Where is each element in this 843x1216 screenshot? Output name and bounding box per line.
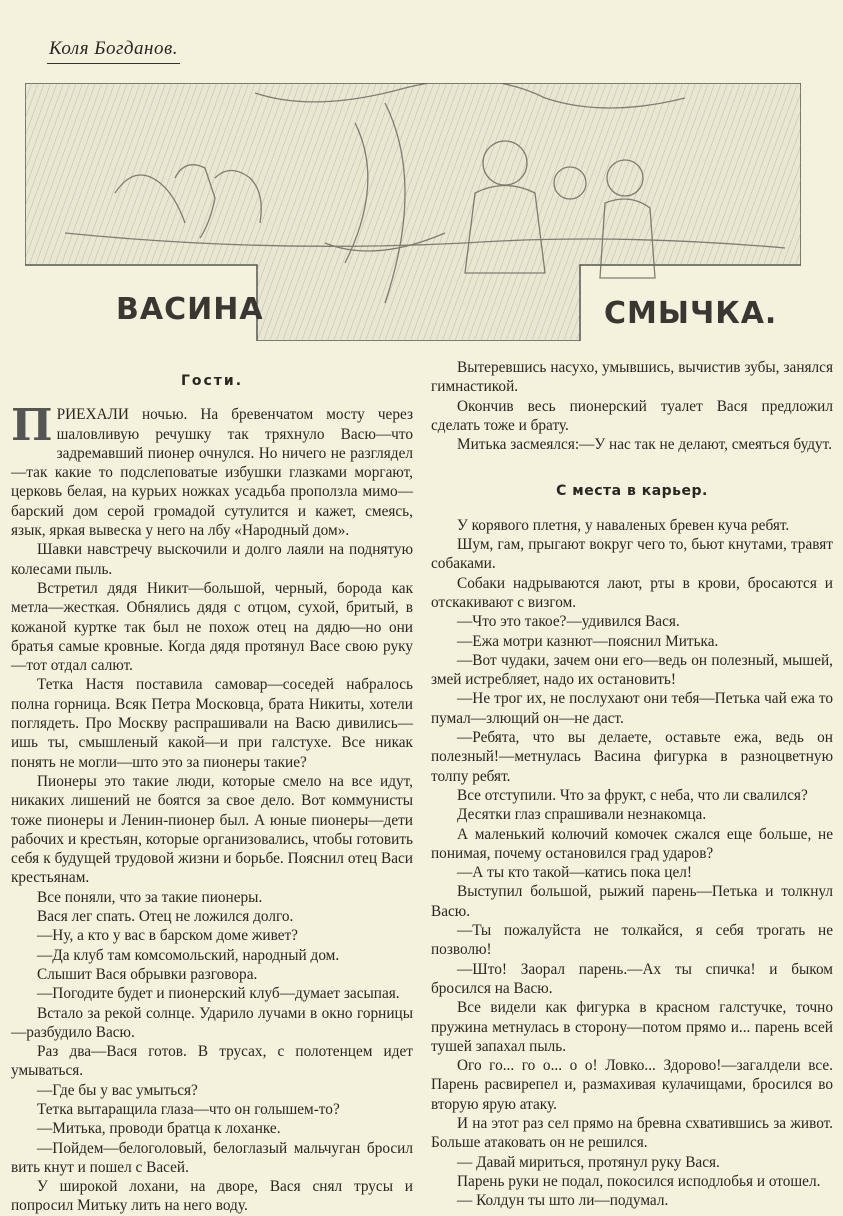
paragraph: Вытеревшись насухо, умывшись, вычистив зубы, занялся гимнастикой. — [431, 359, 833, 396]
paragraph: Встретил дядя Никит—большой, черный, борода как метла—жесткая. Обнялись дядя с отцом, сухой, бритый, в кожаной куртке так был не похож отец на дядю—но они братья самые кровные. Когда дядя протянул Васе свою руку—тот отдал салют. — [11, 579, 413, 675]
paragraph: Выступил большой, рыжий парень—Петька и толкнул Васю. — [431, 883, 833, 920]
paragraph-text: РИЕХАЛИ ночью. На бревенчатом мосту через шаловливую речушку так тряхнуло Васю—что задремавший пионер очнулся. Но ничего не разглядел—так какие то подслеповатые избушки глазками моргают, церковь белая, на курьих ножках усадьба проползла мимо—барский дом серой громадой сутулится и кажет, смеясь, язык, яркая вывеска у него на лбу «Народный дом». — [11, 406, 413, 540]
paragraph: —Ну, а кто у вас в барском доме живет? — [37, 927, 298, 945]
paragraph: Слышит Вася обрывки разговора. — [37, 965, 258, 983]
paragraph: Тетка Настя поставила самовар—соседей набралось полна горница. Всяк Петра Московца, брата Никиты, хотели поглядеть. Про Москву распрашивали на Васю дивились—ишь ты, смышленый какой—и при галстухе. Все никак понять не могли—што это за пионеры такие? — [11, 676, 413, 771]
paragraph: Десятки глаз спрашивали незнакомца. — [457, 806, 707, 824]
paragraph: — Колдун ты што ли—подумал. — [457, 1192, 669, 1210]
paragraph — [11, 400, 413, 540]
paragraph: —Вот чудаки, зачем они его—ведь он полезный, мышей, змей истребляет, надо их остановить! — [431, 651, 833, 689]
paragraph: Пионеры это такие люди, которые смело на все идут, никаких лишений не боятся за свое дело. Вот коммунисты тоже пионеры и Ленин-пионер был. А юные пионеры—дети рабочих и крестьян, которые организовались, чтобы готовить себя к будущей трудовой жизни и борьбе. Пояснил отец Васи крестьянам. — [11, 772, 413, 887]
paragraph: — Давай мириться, протянул руку Вася. — [457, 1153, 720, 1171]
paragraph: И на этот раз сел прямо на бревна схватившись за живот. Больше атаковать он не решился. — [431, 1114, 833, 1152]
paragraph: Ого го... го о... о о! Ловко... Здорово!—загалдели все. Парень расвирепел и, размахивая кулачищами, бросился во вторую ярую атаку. — [431, 1057, 833, 1113]
paragraph: Собаки надрываются лают, рты в крови, бросаются и отскакивают с визгом. — [431, 574, 833, 611]
paragraph: Шум, гам, прыгают вокруг чего то, бьют кнутами, травят собаками. — [431, 536, 833, 573]
paragraph: Раз два—Вася готов. В трусах, с полотенцем идет умываться. — [11, 1043, 413, 1080]
paragraph: У широкой лохани, на дворе, Вася снял трусы и попросил Митьку лить на него воду. — [11, 1178, 413, 1215]
paragraph: Окончив весь пионерский туалет Вася предложил сделать тоже и брату. — [431, 397, 833, 434]
paragraph: —Погодите будет и пионерский клуб—думает засыпая. — [37, 985, 400, 1003]
paragraph: Шавки навстречу выскочили и долго лаяли на поднятую колесами пыль. — [11, 541, 413, 578]
section-heading: Гости. — [180, 373, 244, 389]
paragraph: Все отступили. Что за фрукт, с неба, что ли свалился? — [457, 786, 808, 804]
paragraph: Тетка вытаращила глаза—что он голышем-то? — [37, 1100, 340, 1118]
paragraph: —Пойдем—белоголовый, белоглазый мальчуган бросил вить кнут и пошел с Васей. — [11, 1139, 413, 1176]
paragraph: —Не трог их, не послухают они тебя—Петька чай ежа то пумал—злющий он—не даст. — [431, 690, 833, 727]
paragraph: Вася лег спать. Отец не ложился долго. — [37, 908, 294, 926]
paragraph: —Ты пожалуйста не толкайся, я себя трогать не позволю! — [431, 922, 833, 959]
paragraph: Парень руки не подал, покосился исподлобья и отошел. — [457, 1172, 821, 1190]
paragraph: —А ты кто такой—катись пока цел! — [457, 864, 692, 882]
paragraph: —Митька, проводи братца к лоханке. — [37, 1120, 281, 1138]
paragraph: Все поняли, что за такие пионеры. — [37, 888, 263, 906]
paragraph: Все видели как фигурка в красном галстучке, точно пружина метнулась в сторону—потом прямо и... парень всей тушей запахал пыль. — [431, 999, 833, 1055]
paragraph: Митька засмеялся:—У нас так не делают, смеяться будут. — [457, 436, 833, 454]
paragraph: —Да клуб там комсомольский, народный дом. — [37, 946, 340, 964]
paragraph: —Что это такое?—удивился Вася. — [457, 613, 680, 631]
paragraph: Встало за рекой солнце. Ударило лучами в окно горницы—разбудило Васю. — [11, 1004, 413, 1041]
title-part-2: СМЫЧКА. — [604, 296, 778, 331]
drop-cap: П — [11, 400, 53, 452]
paragraph: У корявого плетня, у наваленых бревен куча ребят. — [457, 516, 790, 534]
paragraph: —Ежа мотри казнют—пояснил Митька. — [457, 632, 719, 650]
section-heading: С места в карьер. — [556, 483, 708, 500]
paragraph: —Што! Заорал парень.—Ах ты спичка! и быком бросился на Васю. — [431, 960, 833, 997]
paragraph: —Где бы у вас умыться? — [37, 1081, 198, 1099]
right-column — [431, 358, 833, 1210]
paragraph: А маленький колючий комочек сжался еще больше, не понимая, почему остановился град ударов? — [431, 825, 833, 862]
author-name: Коля Богданов. — [47, 38, 180, 64]
title-part-1: ВАСИНА — [116, 292, 264, 327]
left-column — [11, 372, 413, 1216]
paragraph: —Ребята, что вы делаете, оставьте ежа, ведь он полезный!—метнулась Васина фигурка в разноцветную толпу ребят. — [431, 729, 833, 785]
